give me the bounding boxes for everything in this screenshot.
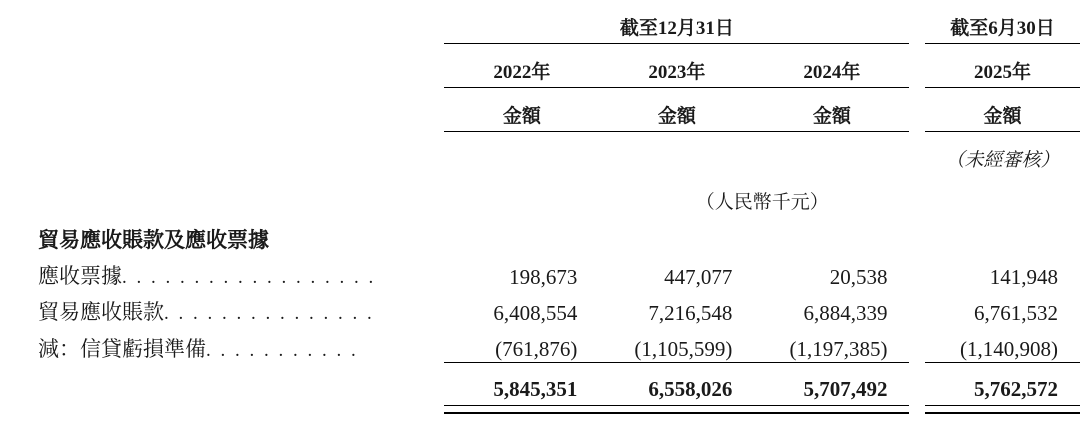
unaudited-note: （未經審核） [945, 150, 1060, 171]
row-label-impairment [0, 326, 444, 363]
table-row [0, 290, 1080, 326]
leader-dots: . . . . . . . . . . . . . . . [164, 303, 375, 324]
total-2025: 5,762,572 [974, 377, 1058, 401]
row-gap-cell [909, 290, 925, 326]
row-label-text: 應收票據 [38, 264, 122, 288]
row-label-text: 減：信貸虧損準備 [38, 336, 206, 361]
row-label-notes-receivable [0, 254, 444, 290]
header-group-dec31: 截至12月31日 [619, 18, 734, 39]
currency-note: （人民幣千元） [695, 192, 829, 213]
cell-impairment-2022: (761,876) [495, 337, 578, 361]
unaudited-empty-2022 [444, 132, 599, 173]
unaudited-row [0, 132, 1080, 173]
amount-gap-cell [909, 88, 925, 129]
total-row [0, 366, 1080, 402]
year-2025: 2025年 [973, 62, 1031, 83]
cell-notes-2024: 20,538 [829, 265, 888, 289]
unaudited-empty-2023 [599, 132, 754, 173]
amount-label-2025: 金額 [983, 106, 1022, 127]
total-2022: 5,845,351 [493, 377, 578, 401]
header-group-row [0, 0, 1080, 40]
amount-label-2022: 金額 [502, 106, 541, 127]
cell-trade-2024: 6,884,339 [803, 301, 888, 325]
total-label [0, 366, 444, 402]
row-gap-cell [909, 254, 925, 290]
unaudited-empty-2024 [754, 132, 909, 173]
total-2024: 5,707,492 [803, 377, 888, 401]
section-title: 貿易應收賬款及應收票據 [38, 228, 269, 252]
section-title-row [0, 214, 1080, 254]
year-gap-cell [909, 44, 925, 85]
unaudited-gap-cell [909, 132, 925, 173]
cell-notes-2025: 141,948 [989, 265, 1058, 289]
total-2023: 6,558,026 [648, 377, 733, 401]
table-row [0, 326, 1080, 363]
total-gap-cell [909, 366, 925, 402]
cell-impairment-2025: (1,140,908) [960, 337, 1058, 361]
amount-blank-cell [0, 88, 444, 129]
row-label-text: 貿易應收賬款 [38, 300, 164, 324]
currency-blank-cell [0, 172, 444, 214]
header-amount-row [0, 88, 1080, 129]
row-gap-cell [909, 326, 925, 363]
cell-impairment-2023: (1,105,599) [634, 337, 733, 361]
leader-dots: . . . . . . . . . . . . . . . . . . [122, 267, 376, 288]
header-gap-cell [909, 0, 925, 40]
cell-notes-2023: 447,077 [664, 265, 733, 289]
year-2024: 2024年 [803, 62, 861, 83]
year-blank-cell [0, 44, 444, 85]
currency-note-row [0, 172, 1080, 214]
year-2022: 2022年 [493, 62, 551, 83]
cell-notes-2022: 198,673 [509, 265, 578, 289]
cell-trade-2025: 6,761,532 [974, 301, 1058, 325]
leader-dots: . . . . . . . . . . . [206, 339, 359, 361]
cell-trade-2023: 7,216,548 [648, 301, 733, 325]
cell-impairment-2024: (1,197,385) [789, 337, 888, 361]
row-label-trade-receivables [0, 290, 444, 326]
header-year-row [0, 44, 1080, 85]
header-blank-cell [0, 0, 444, 40]
table-row [0, 254, 1080, 290]
amount-label-2023: 金額 [657, 106, 696, 127]
total-rule-bottom-2 [0, 409, 1080, 413]
unaudited-blank-cell [0, 132, 444, 173]
cell-trade-2022: 6,408,554 [493, 301, 578, 325]
amount-label-2024: 金額 [812, 106, 851, 127]
header-group-jun30: 截至6月30日 [950, 18, 1055, 39]
year-2023: 2023年 [648, 62, 706, 83]
